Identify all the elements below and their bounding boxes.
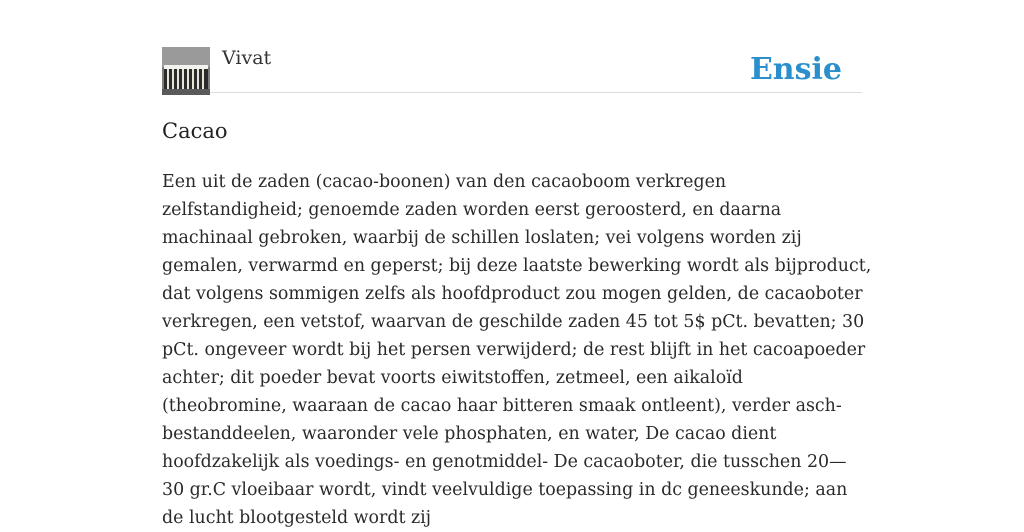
header [162, 46, 862, 93]
article-title: Cacao [162, 119, 228, 143]
avatar-image [162, 47, 210, 95]
author-avatar[interactable] [162, 47, 210, 95]
brand-logo[interactable]: Ensie [749, 52, 842, 87]
author-name[interactable]: Vivat [222, 47, 272, 69]
article-body: Een uit de zaden (cacao-boonen) van den cacaoboom verkregen zelfstandigheid; genoemde zaden worden eerst geroosterd, en daarna machinaal gebroken, waarbij de schillen loslaten; vei volgens worden zij gemalen, verwarmd en geperst; bij deze laatste bewerking wordt als bijproduct, dat volgens sommigen zelfs als hoofdproduct zou mogen gelden, de cacaoboter verkregen, een vetstof, waarvan de geschilde zaden 45 tot 5$ pCt. bevatten; 30 pCt. ongeveer wordt bij het persen verwijderd; de rest blijft in het cacoapoeder achter; dit poeder bevat voorts eiwitstoffen, zetmeel, een aikaloïd (theobromine, waaraan de cacao haar bitteren smaak ontleent), verder asch-bestanddeelen, waaronder vele phosphaten, en water, De cacao dient hoofdzakelijk als voedings- en genotmiddel- De cacaoboter, die tusschen 20— 30 gr.C vloeibaar wordt, vindt veelvuldige toepassing in dc geneeskunde; aan de lucht blootgesteld wordt zij [162, 172, 872, 528]
